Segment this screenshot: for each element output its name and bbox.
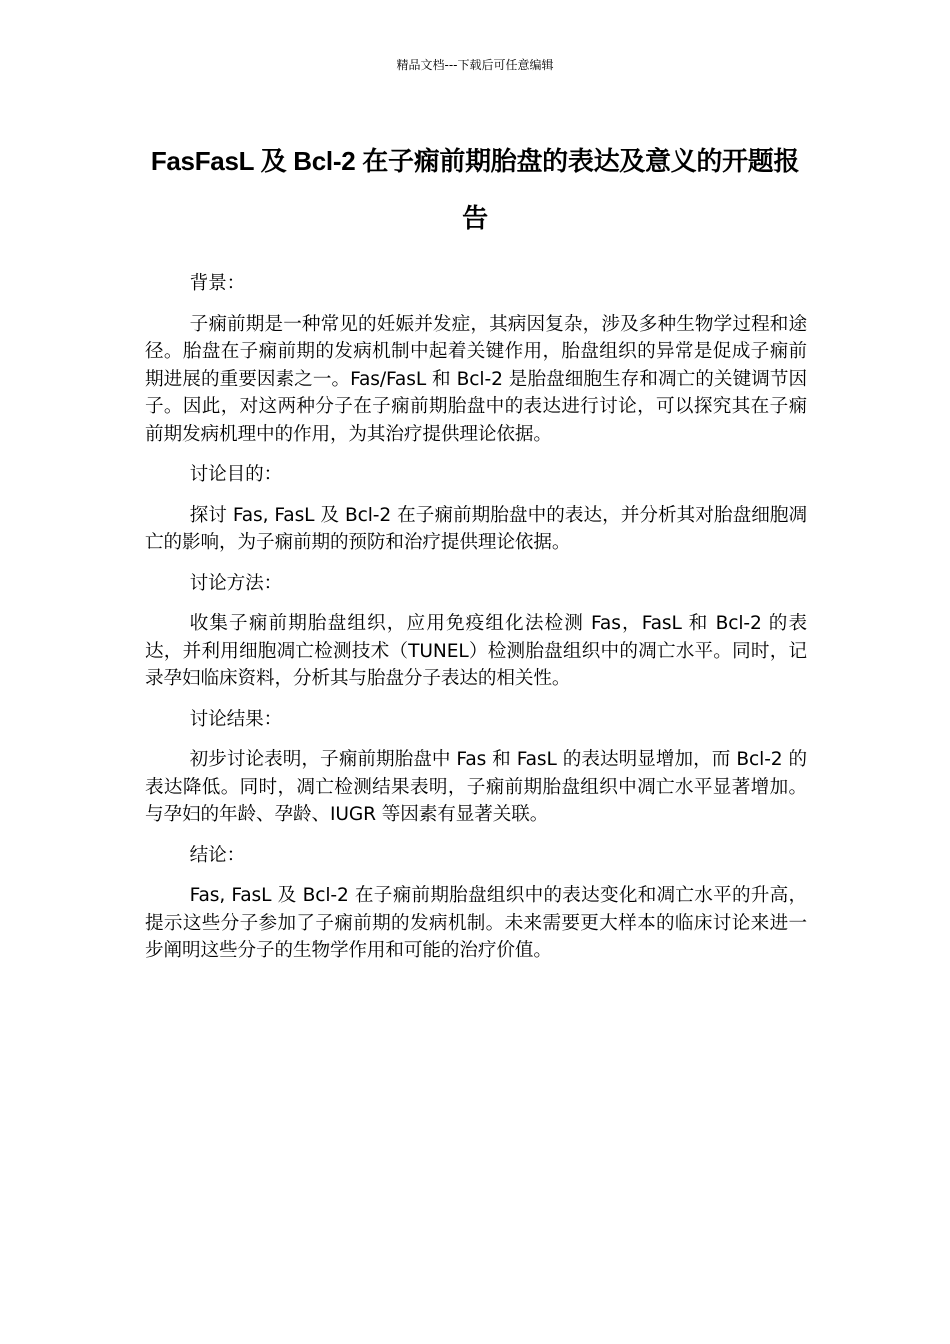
section-heading-purpose: 讨论目的：	[189, 464, 283, 485]
section-heading-method: 讨论方法：	[189, 572, 283, 594]
section-body-purpose: 探讨 Fas, FasL 及 Bcl-2 在子痫前期胎盘中的表达，并分析其对胎盘细胞凋亡的影响，为子痫前期的预防和治疗提供理论依据。	[145, 504, 807, 553]
section-body-method: 收集子痫前期胎盘组织，应用免疫组化法检测 Fas，FasL 和 Bcl-2 的表达，并利用细胞凋亡检测技术（TUNEL）检测胎盘组织中的凋亡水平。同时，记录孕妇临床资料，分析其与胎盘分子表达的相关性。	[145, 613, 807, 689]
page-header-watermark: 精品文档---下载后可任意编辑	[396, 58, 554, 72]
section-heading-conclusion: 结论：	[189, 844, 246, 866]
document-title: FasFasL 及 Bcl-2 在子痫前期胎盘的表达及意义的开题报告	[150, 146, 800, 233]
document-body	[145, 270, 807, 978]
section-body-results: 初步讨论表明，子痫前期胎盘中 Fas 和 FasL 的表达明显增加，而 Bcl-2 的表达降低。同时，凋亡检测结果表明，子痫前期胎盘组织中凋亡水平显著增加。与孕妇的年龄、孕龄、IUGR 等因素有显著关联。	[145, 749, 807, 825]
section-heading-results: 讨论结果：	[189, 708, 283, 730]
section-body-conclusion: Fas, FasL 及 Bcl-2 在子痫前期胎盘组织中的表达变化和凋亡水平的升高，提示这些分子参加了子痫前期的发病机制。未来需要更大样本的临床讨论来进一步阐明这些分子的生物学作用和可能的治疗价值。	[145, 885, 807, 961]
section-body-background: 子痫前期是一种常见的妊娠并发症，其病因复杂，涉及多种生物学过程和途径。胎盘在子痫前期的发病机制中起着关键作用，胎盘组织的异常是促成子痫前期进展的重要因素之一。Fas/FasL 和 Bcl-2 是胎盘细胞生存和凋亡的关键调节因子。因此，对这两种分子在子痫前期胎盘中的表达进行讨论，可以探究其在子痫前期发病机理中的作用，为其治疗提供理论依据。	[145, 313, 807, 445]
section-heading-background: 背景：	[189, 273, 246, 294]
